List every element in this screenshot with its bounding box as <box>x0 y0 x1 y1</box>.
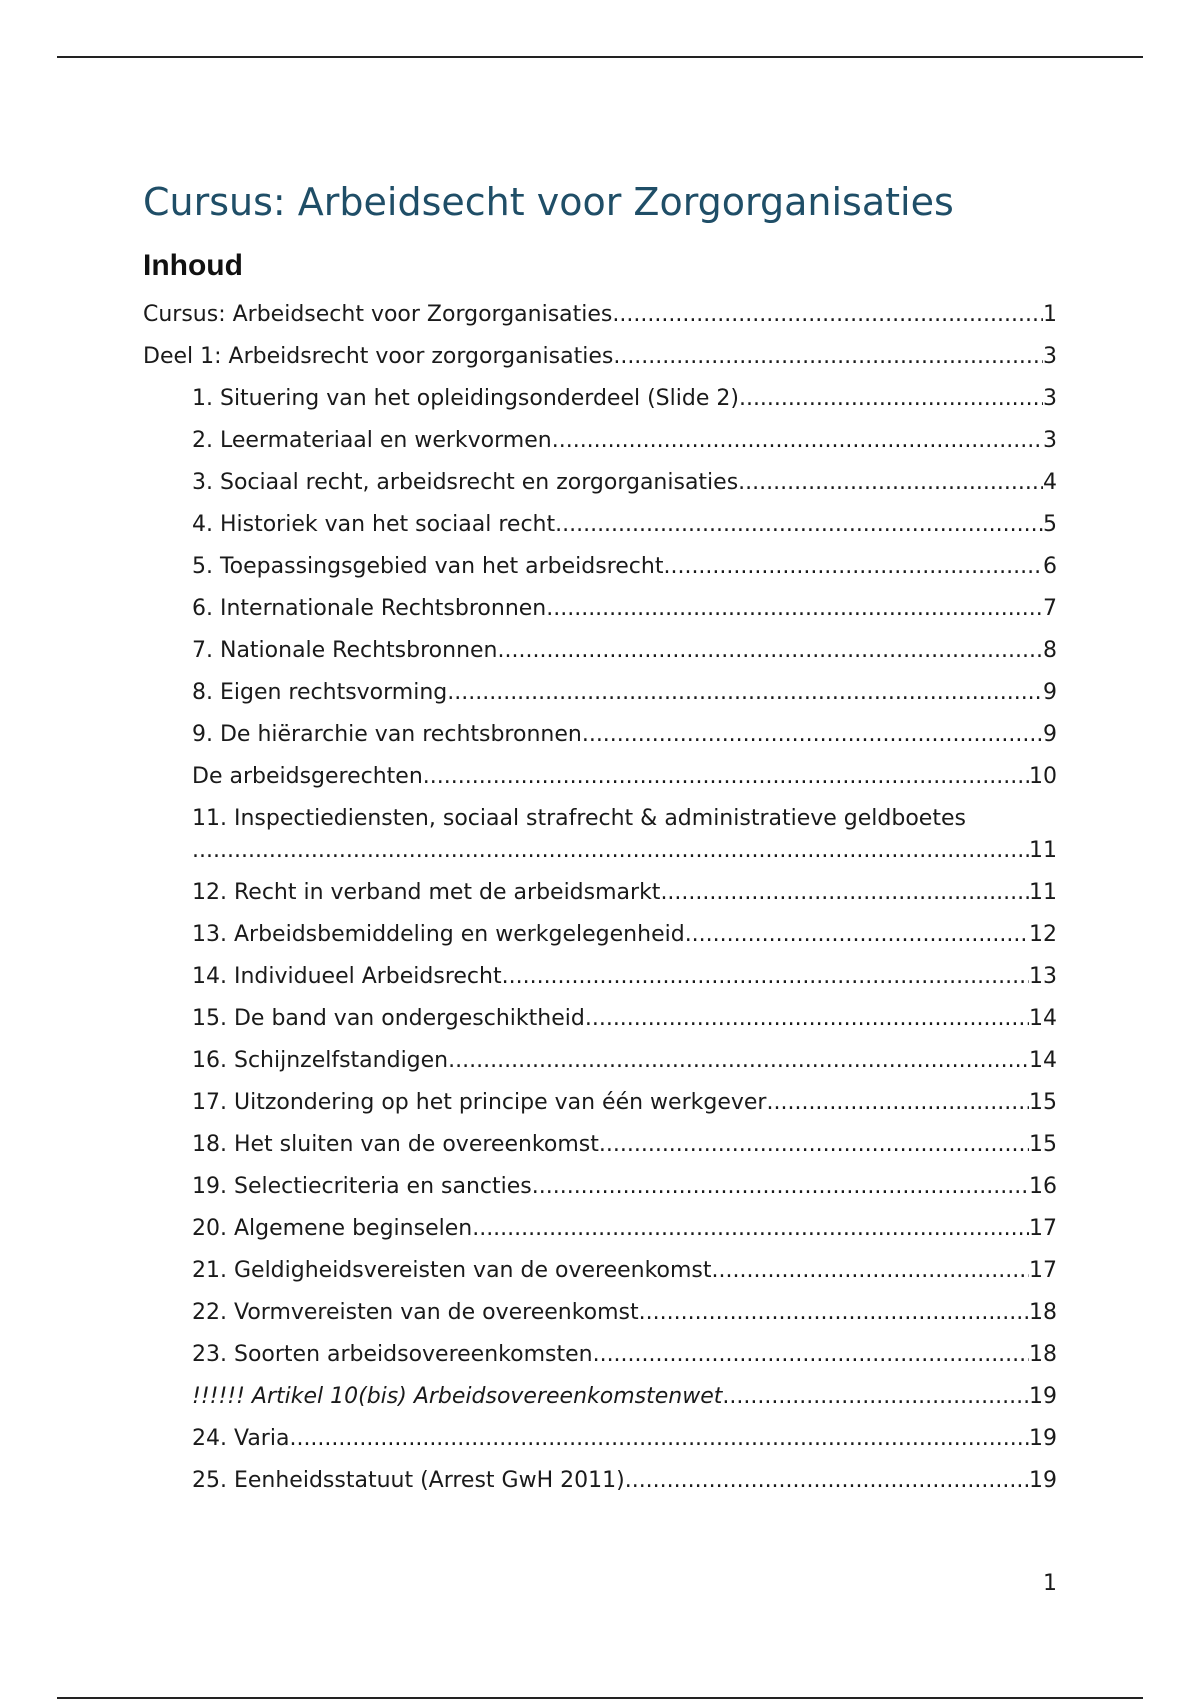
toc-entry-page: 14 <box>1029 1006 1057 1031</box>
toc-entry-page: 9 <box>1043 722 1057 747</box>
toc-entry-page: 19 <box>1029 1384 1057 1409</box>
toc-entry[interactable] <box>143 546 1057 588</box>
toc-entry[interactable] <box>143 1250 1057 1292</box>
toc-entry[interactable] <box>143 1082 1057 1124</box>
toc-entry-label: 23. Soorten arbeidsovereenkomsten <box>192 1342 593 1367</box>
toc-entry-label: 20. Algemene beginselen <box>192 1216 473 1241</box>
toc-entry[interactable] <box>143 1418 1057 1460</box>
toc-entry-page: 14 <box>1029 1048 1057 1073</box>
toc-entry-page: 3 <box>1043 344 1057 369</box>
toc-entry-label: 6. Internationale Rechtsbronnen <box>192 596 547 621</box>
toc-entry[interactable] <box>143 798 1057 872</box>
toc-entry-page: 13 <box>1029 964 1057 989</box>
toc-entry[interactable] <box>143 872 1057 914</box>
document-title: Cursus: Arbeidsecht voor Zorgorganisaties <box>143 180 954 224</box>
toc-leader-dots <box>712 1255 1029 1287</box>
table-of-contents <box>143 294 1057 1502</box>
toc-entry[interactable] <box>143 1040 1057 1082</box>
toc-entry[interactable] <box>143 914 1057 956</box>
toc-leader-dots <box>582 719 1043 751</box>
toc-entry-page: 9 <box>1043 680 1057 705</box>
toc-entry-label: 22. Vormvereisten van de overeenkomst <box>192 1300 639 1325</box>
toc-leader-dots <box>663 551 1043 583</box>
toc-leader-dots <box>738 467 1043 499</box>
toc-entry[interactable] <box>143 714 1057 756</box>
toc-leader-dots <box>766 1087 1029 1119</box>
toc-entry-label: 21. Geldigheidsvereisten van de overeenkomst <box>192 1258 712 1283</box>
toc-leader-dots <box>739 383 1043 415</box>
toc-entry-label: De arbeidsgerechten <box>192 764 423 789</box>
toc-entry-page: 5 <box>1043 512 1057 537</box>
toc-entry-page: 8 <box>1043 638 1057 663</box>
toc-entry[interactable] <box>143 378 1057 420</box>
toc-entry-label: 4. Historiek van het sociaal recht <box>192 512 556 537</box>
toc-entry-label: 8. Eigen rechtsvorming <box>192 680 448 705</box>
toc-entry-page: 7 <box>1043 596 1057 621</box>
toc-leader-dots <box>546 593 1043 625</box>
toc-leader-dots <box>639 1297 1029 1329</box>
toc-entry-page: 12 <box>1029 922 1057 947</box>
toc-leader-dots <box>599 1129 1029 1161</box>
toc-entry[interactable] <box>143 1208 1057 1250</box>
toc-entry[interactable] <box>143 336 1057 378</box>
toc-entry-label: 25. Eenheidsstatuut (Arrest GwH 2011) <box>192 1468 625 1493</box>
toc-entry-page: 15 <box>1029 1090 1057 1115</box>
toc-entry-label: !!!!!! Artikel 10(bis) Arbeidsovereenkomstenwet <box>192 1384 723 1409</box>
toc-entry[interactable] <box>143 998 1057 1040</box>
toc-entry-label: 1. Situering van het opleidingsonderdeel (Slide 2) <box>192 386 739 411</box>
toc-entry[interactable] <box>143 1166 1057 1208</box>
toc-leader-dots <box>612 299 1043 331</box>
toc-leader-dots <box>593 1339 1029 1371</box>
toc-leader-dots <box>552 425 1043 457</box>
toc-entry[interactable] <box>143 588 1057 630</box>
toc-leader-dots <box>448 1045 1029 1077</box>
toc-leader-dots <box>660 877 1029 909</box>
toc-entry-label: 19. Selectiecriteria en sancties <box>192 1174 532 1199</box>
page-content <box>143 168 1057 1502</box>
toc-entry-label: 5. Toepassingsgebied van het arbeidsrecht <box>192 554 664 579</box>
toc-entry-label: 15. De band van ondergeschiktheid <box>192 1006 585 1031</box>
toc-entry[interactable] <box>143 630 1057 672</box>
toc-entry-page: 1 <box>1043 302 1057 327</box>
toc-entry-page: 17 <box>1029 1258 1057 1283</box>
toc-entry-label: 14. Individueel Arbeidsrecht <box>192 964 502 989</box>
header-rule <box>57 56 1143 58</box>
toc-entry-label: 13. Arbeidsbemiddeling en werkgelegenheid <box>192 922 685 947</box>
toc-leader-dots <box>625 1465 1029 1497</box>
toc-entry-page: 4 <box>1043 470 1057 495</box>
toc-leader-dots <box>722 1381 1029 1413</box>
toc-entry-page: 18 <box>1029 1342 1057 1367</box>
toc-entry-page: 19 <box>1029 1426 1057 1451</box>
toc-entry[interactable] <box>143 956 1057 998</box>
toc-entry-label: 17. Uitzondering op het principe van één werkgever <box>192 1090 767 1115</box>
toc-entry[interactable] <box>143 294 1057 336</box>
toc-entry[interactable] <box>143 672 1057 714</box>
toc-entry-label: 16. Schijnzelfstandigen <box>192 1048 449 1073</box>
toc-entry-label: 11. Inspectiediensten, sociaal strafrecht & administratieve geldboetes <box>192 806 966 831</box>
toc-entry[interactable] <box>143 420 1057 462</box>
toc-entry-page: 3 <box>1043 386 1057 411</box>
toc-entry[interactable] <box>143 756 1057 798</box>
toc-entry[interactable] <box>143 1334 1057 1376</box>
toc-entry-label: 24. Varia <box>192 1426 290 1451</box>
toc-entry-page: 6 <box>1043 554 1057 579</box>
toc-heading: Inhoud <box>143 249 243 282</box>
toc-leader-dots <box>289 1423 1029 1455</box>
toc-entry[interactable] <box>143 1460 1057 1502</box>
toc-entry-label: Cursus: Arbeidsecht voor Zorgorganisaties <box>143 302 613 327</box>
toc-entry-label: 2. Leermateriaal en werkvormen <box>192 428 552 453</box>
toc-entry-page: 19 <box>1029 1468 1057 1493</box>
toc-leader-dots <box>685 919 1029 951</box>
toc-entry[interactable] <box>143 462 1057 504</box>
toc-leader-dots <box>555 509 1043 541</box>
toc-entry-label: 18. Het sluiten van de overeenkomst <box>192 1132 599 1157</box>
toc-entry-label: 12. Recht in verband met de arbeidsmarkt <box>192 880 661 905</box>
toc-entry-label: 3. Sociaal recht, arbeidsrecht en zorgorganisaties <box>192 470 739 495</box>
toc-entry[interactable] <box>143 504 1057 546</box>
toc-entry-label: Deel 1: Arbeidsrecht voor zorgorganisaties <box>143 344 614 369</box>
toc-leader-dots <box>613 341 1043 373</box>
toc-entry-page: 15 <box>1029 1132 1057 1157</box>
toc-entry-page: 11 <box>1029 880 1057 905</box>
toc-leader-dots <box>192 835 1029 867</box>
toc-entry-page: 17 <box>1029 1216 1057 1241</box>
toc-entry-label: 9. De hiërarchie van rechtsbronnen <box>192 722 582 747</box>
toc-entry[interactable] <box>143 1376 1057 1418</box>
toc-entry-page: 11 <box>1029 838 1057 863</box>
toc-entry-continuation <box>192 835 1057 867</box>
toc-leader-dots <box>502 961 1029 993</box>
toc-leader-dots <box>585 1003 1029 1035</box>
toc-entry-page: 3 <box>1043 428 1057 453</box>
toc-entry-label: 7. Nationale Rechtsbronnen <box>192 638 498 663</box>
footer-rule <box>57 1697 1143 1699</box>
toc-leader-dots <box>472 1213 1029 1245</box>
toc-leader-dots <box>447 677 1043 709</box>
toc-entry-page: 18 <box>1029 1300 1057 1325</box>
toc-entry-page: 10 <box>1029 764 1057 789</box>
page-number: 1 <box>1043 1571 1057 1596</box>
toc-entry[interactable] <box>143 1292 1057 1334</box>
toc-entry-page: 16 <box>1029 1174 1057 1199</box>
toc-leader-dots <box>532 1171 1029 1203</box>
toc-leader-dots <box>423 761 1029 793</box>
toc-leader-dots <box>498 635 1044 667</box>
toc-entry[interactable] <box>143 1124 1057 1166</box>
